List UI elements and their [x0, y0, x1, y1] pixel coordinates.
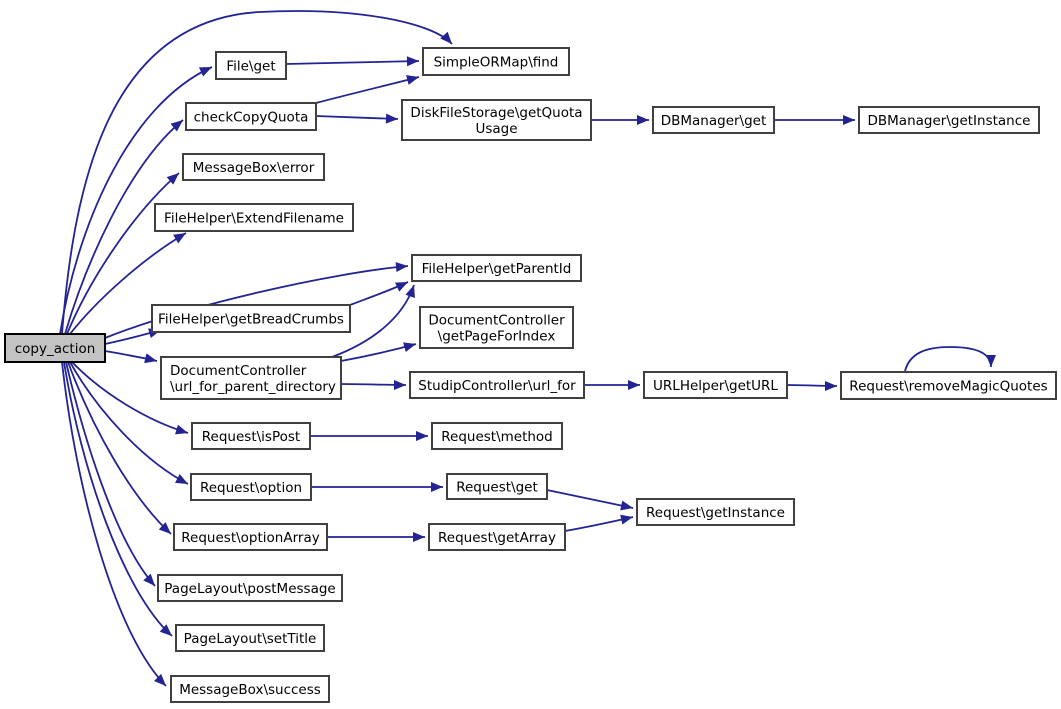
node-diskfilestorage_getquotausage[interactable]: [402, 100, 591, 140]
edge-request_getarray-to-request_getinstance: [565, 517, 633, 531]
node-label-dbmanager_get: DBManager\get: [660, 113, 767, 129]
node-pagelayout_postmessage[interactable]: [158, 575, 342, 601]
edge-copy_action-to-pagelayout_settitle: [64, 362, 172, 636]
node-label-urlhelper_geturl: URLHelper\getURL: [653, 378, 778, 394]
node-label-request_removemagicquotes: Request\removeMagicQuotes: [849, 378, 1048, 395]
edge-request_removemagicquotes-to-request_removemagicquotes: [905, 347, 991, 371]
node-label-documentcontroller_getpageforindex-line2: \getPageForIndex: [437, 328, 556, 345]
edge-request_get-to-request_getinstance: [547, 490, 633, 508]
node-label-diskfilestorage_getquotausage-line2: Usage: [475, 121, 518, 137]
node-request_removemagicquotes[interactable]: [841, 372, 1056, 399]
node-pagelayout_settitle[interactable]: [176, 625, 324, 651]
edge-urlhelper_geturl-to-request_removemagicquotes: [787, 385, 837, 386]
node-filehelper_getparentid[interactable]: [412, 255, 581, 281]
node-file_get[interactable]: [216, 52, 286, 79]
node-checkcopyquota[interactable]: [186, 103, 316, 130]
node-label-request_option: Request\option: [199, 480, 303, 496]
edge-documentcontroller_url_for_parent_directory-to-documentcontroller_getpageforindex: [341, 344, 416, 361]
node-label-file_get: File\get: [226, 58, 276, 75]
edge-checkcopyquota-to-diskfilestorage_getquotausage: [316, 116, 398, 119]
node-request_option[interactable]: [191, 474, 311, 500]
node-label-checkcopyquota: checkCopyQuota: [193, 109, 309, 126]
node-label-pagelayout_settitle: PageLayout\setTitle: [183, 631, 317, 647]
node-request_getarray[interactable]: [429, 524, 565, 550]
node-copy_action[interactable]: [5, 334, 105, 362]
node-label-filehelper_extendfilename: FileHelper\ExtendFilename: [164, 210, 344, 227]
node-filehelper_extendfilename[interactable]: [155, 204, 353, 231]
node-layer: [5, 48, 1056, 702]
node-label-request_ispost: Request\isPost: [201, 429, 301, 445]
node-label-copy_action: copy_action: [14, 341, 96, 357]
node-label-filehelper_getbreadcrumbs: FileHelper\getBreadCrumbs: [158, 311, 344, 328]
node-simpleormap_find[interactable]: [423, 48, 569, 75]
node-messagebox_error[interactable]: [183, 154, 324, 180]
node-label-request_get: Request\get: [456, 479, 538, 496]
node-request_get[interactable]: [447, 474, 547, 499]
edge-filehelper_getbreadcrumbs-to-filehelper_getparentid: [350, 282, 408, 305]
edge-file_get-to-simpleormap_find: [286, 61, 419, 64]
node-documentcontroller_getpageforindex[interactable]: [420, 307, 573, 348]
node-label-documentcontroller_url_for_parent_directory-line1: DocumentController: [170, 363, 307, 379]
node-label-documentcontroller_getpageforindex-line1: DocumentController: [428, 312, 565, 329]
node-label-request_method: Request\method: [441, 429, 553, 445]
node-dbmanager_get[interactable]: [653, 107, 774, 133]
edge-copy_action-to-documentcontroller_url_for_parent_directory: [105, 351, 157, 361]
node-request_optionarray[interactable]: [174, 524, 327, 550]
node-filehelper_getbreadcrumbs[interactable]: [152, 305, 350, 332]
node-label-request_optionarray: Request\optionArray: [181, 530, 320, 546]
node-label-studipcontroller_url_for: StudipController\url_for: [418, 378, 576, 394]
node-documentcontroller_url_for_parent_directory[interactable]: [161, 357, 341, 399]
node-studipcontroller_url_for[interactable]: [410, 372, 584, 398]
node-request_ispost[interactable]: [192, 423, 310, 449]
edge-documentcontroller_url_for_parent_directory-to-studipcontroller_url_for: [341, 384, 406, 385]
node-label-messagebox_success: MessageBox\success: [179, 682, 321, 698]
edge-copy_action-to-request_optionarray: [68, 362, 171, 534]
node-request_method[interactable]: [432, 423, 562, 449]
node-label-filehelper_getparentid: FileHelper\getParentId: [421, 261, 572, 277]
node-label-messagebox_error: MessageBox\error: [192, 160, 315, 176]
node-label-diskfilestorage_getquotausage-line1: DiskFileStorage\getQuota: [410, 105, 583, 121]
node-label-dbmanager_getinstance: DBManager\getInstance: [867, 113, 1031, 129]
node-label-request_getinstance: Request\getInstance: [646, 505, 785, 521]
node-label-pagelayout_postmessage: PageLayout\postMessage: [164, 581, 336, 597]
node-request_getinstance[interactable]: [637, 499, 794, 525]
node-dbmanager_getinstance[interactable]: [859, 107, 1039, 133]
node-label-documentcontroller_url_for_parent_directory-line2: \url_for_parent_directory: [170, 379, 336, 395]
node-label-request_getarray: Request\getArray: [438, 530, 556, 546]
node-urlhelper_geturl[interactable]: [644, 372, 787, 398]
node-messagebox_success[interactable]: [171, 676, 329, 702]
node-label-simpleormap_find: SimpleORMap\find: [433, 54, 559, 71]
